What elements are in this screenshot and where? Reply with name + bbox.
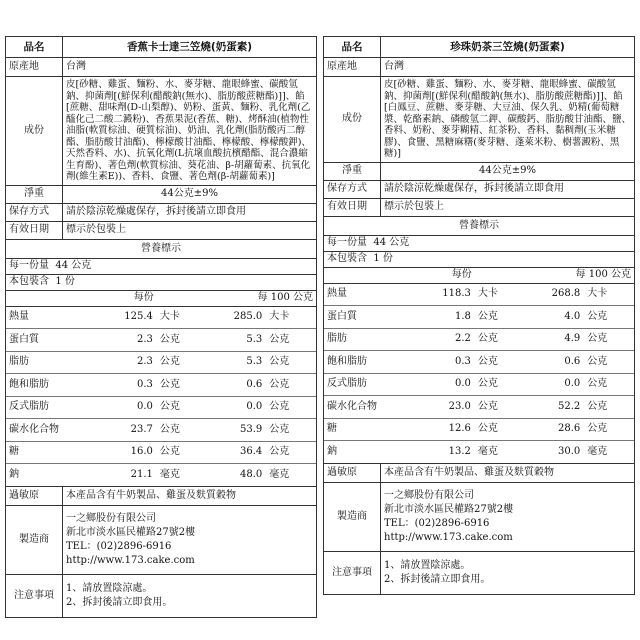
nutrient-row [6,441,316,464]
nutrient-unit: 大卡 [156,306,190,329]
manufacturer-phone: TEL：(02)2896-6916 [66,540,172,552]
storage-value: 請於陰涼乾燥處保存，拆封後請立即食用 [63,203,317,221]
allergen-value: 本產品含有牛奶製品、雞蛋及麩質穀物 [381,463,635,482]
nutrient-unit: 公克 [156,329,190,352]
nutrient-per-100g: 0.0 [190,396,265,419]
nutrient-per-serving: 0.3 [97,374,156,397]
nutrient-unit: 毫克 [269,468,290,480]
serving-size-value: 44 公克 [55,260,92,271]
nutrient-row [6,329,316,352]
nutrition-title: 營養標示 [6,239,317,258]
nutrient-row [324,328,634,351]
ingredients-value: 皮[砂糖、雞蛋、麵粉、水、麥芽糖、龍眼蜂蜜、碳酸氫鈉、抑菌劑[(鮮保利(醋酸鈉(無水)、脂肪酸蔗糖酯)]]、餡[蔗糖、甜味劑(D-山梨醇)、奶粉、蛋黃、麵粉、乳化劑(乙醯化己二酸二澱粉)、香蕉果泥(香蕉、糖)、烤酥油(植物性油脂(軟質棕油、硬質棕油)、奶油、乳化劑(脂肪酸丙二醇酯、脂肪酸甘油酯)、檸檬酸甘油酯、檸檬酸、檸檬酸鉀)、天然香料、水)、抗氧化劑(L抗壞血酸抗檳醋酯、混合濃縮生育酚)、著色劑(軟質棕油、葵花油、β-胡蘿蔔素、抗氧化劑(維生素E))、香料、食鹽、著色劑(β-胡蘿蔔素)] [63,77,317,186]
expiry-label: 有效日期 [6,221,63,239]
product-label-1 [323,36,635,595]
nutrient-name: 蛋白質 [6,329,97,352]
nutrient-unit: 公克 [474,418,508,441]
nutrition-table [6,258,317,486]
nutrient-per-serving: 0.0 [415,373,474,396]
nutrient-per-serving: 2.3 [97,351,156,374]
nutrient-unit: 公克 [265,396,316,419]
nutrient-unit: 公克 [156,351,190,374]
storage-label: 保存方式 [324,180,381,198]
storage-value: 請於陰涼乾燥處保存，拆封後請立即食用 [381,180,635,198]
product-name: 珍珠奶茶三笠燒(奶蛋素) [381,37,635,58]
nutrition-title: 營養標示 [324,216,635,235]
nutrient-per-serving: 2.2 [415,328,474,351]
nutrient-unit: 公克 [265,329,316,352]
manufacturer-info [63,505,317,574]
notes-label: 注意事項 [6,574,63,617]
nutrient-per-serving: 23.0 [415,396,474,419]
nutrient-unit: 公克 [265,351,316,374]
allergen-value: 本產品含有牛奶製品、雞蛋及麩質穀物 [63,486,317,505]
nutrient-unit: 公克 [474,396,508,419]
servings-value: 1 份 [373,253,393,264]
manufacturer-url: http://www.173.cake.com [384,531,513,543]
allergen-label: 過敏原 [6,486,63,505]
manufacturer-info [381,482,635,551]
nutrient-per-100g: 30.0 [557,445,581,457]
nutrient-per-100g: 268.8 [508,283,583,306]
col-per-100g: 每 100 公克 [190,290,316,306]
nutrient-name: 反式脂肪 [6,396,97,419]
note-line: 2、拆封後請立即食用。 [384,573,491,585]
nutrient-per-100g: 36.4 [190,441,265,464]
nutrient-row [6,396,316,419]
servings-value: 1 份 [55,276,75,287]
origin-value: 台灣 [381,58,635,77]
nutrient-unit: 毫克 [587,445,608,457]
nutrient-per-100g: 48.0 [239,468,263,480]
nutrient-unit: 公克 [583,306,634,329]
allergen-label: 過敏原 [324,463,381,482]
nutrient-unit: 公克 [583,373,634,396]
origin-label: 原產地 [6,58,63,77]
nutrient-unit: 公克 [583,328,634,351]
nutrient-per-100g: 4.0 [508,306,583,329]
nutrient-unit: 大卡 [474,283,508,306]
nutrient-unit: 公克 [156,396,190,419]
manufacturer-label: 製造商 [6,505,63,574]
nutrient-unit: 公克 [156,441,190,464]
expiry-value: 標示於包裝上 [381,198,635,216]
nutrient-per-serving: 2.3 [97,329,156,352]
nutrient-per-serving: 23.7 [97,419,156,442]
nutrient-per-100g: 5.3 [190,351,265,374]
nutrient-per-100g: 52.2 [508,396,583,419]
nutrient-unit: 大卡 [265,306,316,329]
nutrient-per-serving: 0.3 [415,351,474,374]
origin-label: 原產地 [324,58,381,77]
product-info-table [323,36,635,595]
nutrition-grid [324,236,634,463]
product-info-table [5,36,317,618]
notes-label: 注意事項 [324,551,381,594]
nutrient-unit: 毫克 [159,468,180,480]
nutrient-per-serving: 12.6 [415,418,474,441]
note-line: 1、請放置陰涼處。 [66,582,153,594]
nutrient-per-serving: 125.4 [97,306,156,329]
nutrient-unit: 公克 [265,374,316,397]
nutrient-unit: 公克 [583,396,634,419]
nutrient-row [324,351,634,374]
nutrient-row [6,464,316,486]
nutrient-per-serving: 21.1 [130,468,153,480]
nutrient-row [6,374,316,397]
nutrient-name: 碳水化合物 [324,396,415,419]
nutrient-per-100g: 0.6 [190,374,265,397]
manufacturer-address: 新北市淡水區民權路27號2樓 [384,503,514,515]
product-name: 香蕉卡士達三笠燒(奶蛋素) [63,37,317,58]
nutrient-unit: 公克 [265,419,316,442]
nutrient-per-100g: 4.9 [508,328,583,351]
nutrient-name: 脂肪 [324,328,415,351]
nutrient-unit: 公克 [583,351,634,374]
manufacturer-name: 一之鄉股份有限公司 [384,489,474,501]
nutrient-per-100g: 28.6 [508,418,583,441]
nutrient-name: 熱量 [324,283,415,306]
nutrient-per-serving: 118.3 [415,283,474,306]
nutrient-unit: 公克 [474,306,508,329]
nutrient-row [324,441,634,463]
col-per-serving: 每份 [415,267,508,283]
storage-label: 保存方式 [6,203,63,221]
nutrient-name: 碳水化合物 [6,419,97,442]
manufacturer-url: http://www.173.cake.com [66,554,195,566]
nutrient-unit: 大卡 [583,283,634,306]
col-per-serving: 每份 [97,290,190,306]
nutrient-row [6,351,316,374]
nutrient-per-100g: 5.3 [190,329,265,352]
nutrient-per-100g: 285.0 [190,306,265,329]
nutrient-per-serving: 13.2 [448,445,471,457]
nutrient-unit: 公克 [474,373,508,396]
note-line: 1、請放置陰涼處。 [384,559,471,571]
nutrient-name: 飽和脂肪 [6,374,97,397]
servings-label: 本包裝含 [9,276,49,287]
serving-size-label: 每一份量 [9,260,49,271]
notes-value [63,574,317,617]
nutrient-name: 熱量 [6,306,97,329]
nutrient-row [324,418,634,441]
nutrient-row [324,283,634,306]
manufacturer-address: 新北市淡水區民權路27號2樓 [66,526,196,538]
manufacturer-label: 製造商 [324,482,381,551]
nutrient-name: 飽和脂肪 [324,351,415,374]
nutrient-per-serving: 1.8 [415,306,474,329]
ingredients-label: 成份 [6,77,63,186]
nutrient-name: 鈉 [327,445,337,457]
nutrient-name: 反式脂肪 [324,373,415,396]
note-line: 2、拆封後請立即食用。 [66,596,173,608]
servings-label: 本包裝含 [327,253,367,264]
nutrient-unit: 公克 [156,374,190,397]
expiry-label: 有效日期 [324,198,381,216]
origin-value: 台灣 [63,58,317,77]
nutrient-row [6,419,316,442]
nutrient-row [324,373,634,396]
nutrient-unit: 公克 [583,418,634,441]
net-weight-value: 44公克±9% [381,162,635,180]
net-weight-value: 44公克±9% [63,185,317,203]
nutrient-unit: 公克 [474,351,508,374]
nutrition-table [324,235,635,463]
serving-size-value: 44 公克 [373,237,410,248]
serving-size-label: 每一份量 [327,237,367,248]
name-label: 品名 [6,37,63,58]
nutrient-unit: 公克 [474,328,508,351]
expiry-value: 標示於包裝上 [63,221,317,239]
nutrient-name: 糖 [324,418,415,441]
nutrient-row [6,306,316,329]
nutrient-row [324,396,634,419]
col-per-100g: 每 100 公克 [508,267,634,283]
nutrient-per-100g: 53.9 [190,419,265,442]
name-label: 品名 [324,37,381,58]
notes-value [381,551,635,594]
nutrient-per-serving: 0.0 [97,396,156,419]
product-label-0 [5,36,317,618]
ingredients-label: 成份 [324,77,381,163]
nutrient-name: 蛋白質 [324,306,415,329]
nutrient-name: 鈉 [9,468,19,480]
net-weight-label: 淨重 [6,185,63,203]
manufacturer-phone: TEL：(02)2896-6916 [384,517,490,529]
nutrition-grid [6,259,316,486]
nutrient-per-serving: 16.0 [97,441,156,464]
net-weight-label: 淨重 [324,162,381,180]
manufacturer-name: 一之鄉股份有限公司 [66,512,156,524]
nutrient-name: 糖 [6,441,97,464]
ingredients-value: 皮[砂糖、雞蛋、麵粉、水、麥芽糖、龍眼蜂蜜、碳酸氫鈉、抑菌劑[(鮮保利(醋酸鈉(無水)、脂肪酸蔗糖酯)]]、餡[白鳳豆、蔗糖、麥芽糖、大豆油、保久乳、奶精(葡萄糖漿、乾酪素鈉、磷酸氫二鉀、碳酸鈣、脂肪酸甘油酯、鹽、香料、奶粉、麥芽糊精、紅茶粉、香料、黏稠劑(玉米糖膠)、食鹽、黑糖麻糬(麥芽糖、蓬萊米粉、樹薯澱粉、黑糖)] [381,77,635,163]
nutrient-per-100g: 0.0 [508,373,583,396]
nutrient-unit: 毫克 [477,445,498,457]
nutrient-row [324,306,634,329]
nutrient-unit: 公克 [156,419,190,442]
nutrient-name: 脂肪 [6,351,97,374]
nutrient-per-100g: 0.6 [508,351,583,374]
nutrient-unit: 公克 [265,441,316,464]
